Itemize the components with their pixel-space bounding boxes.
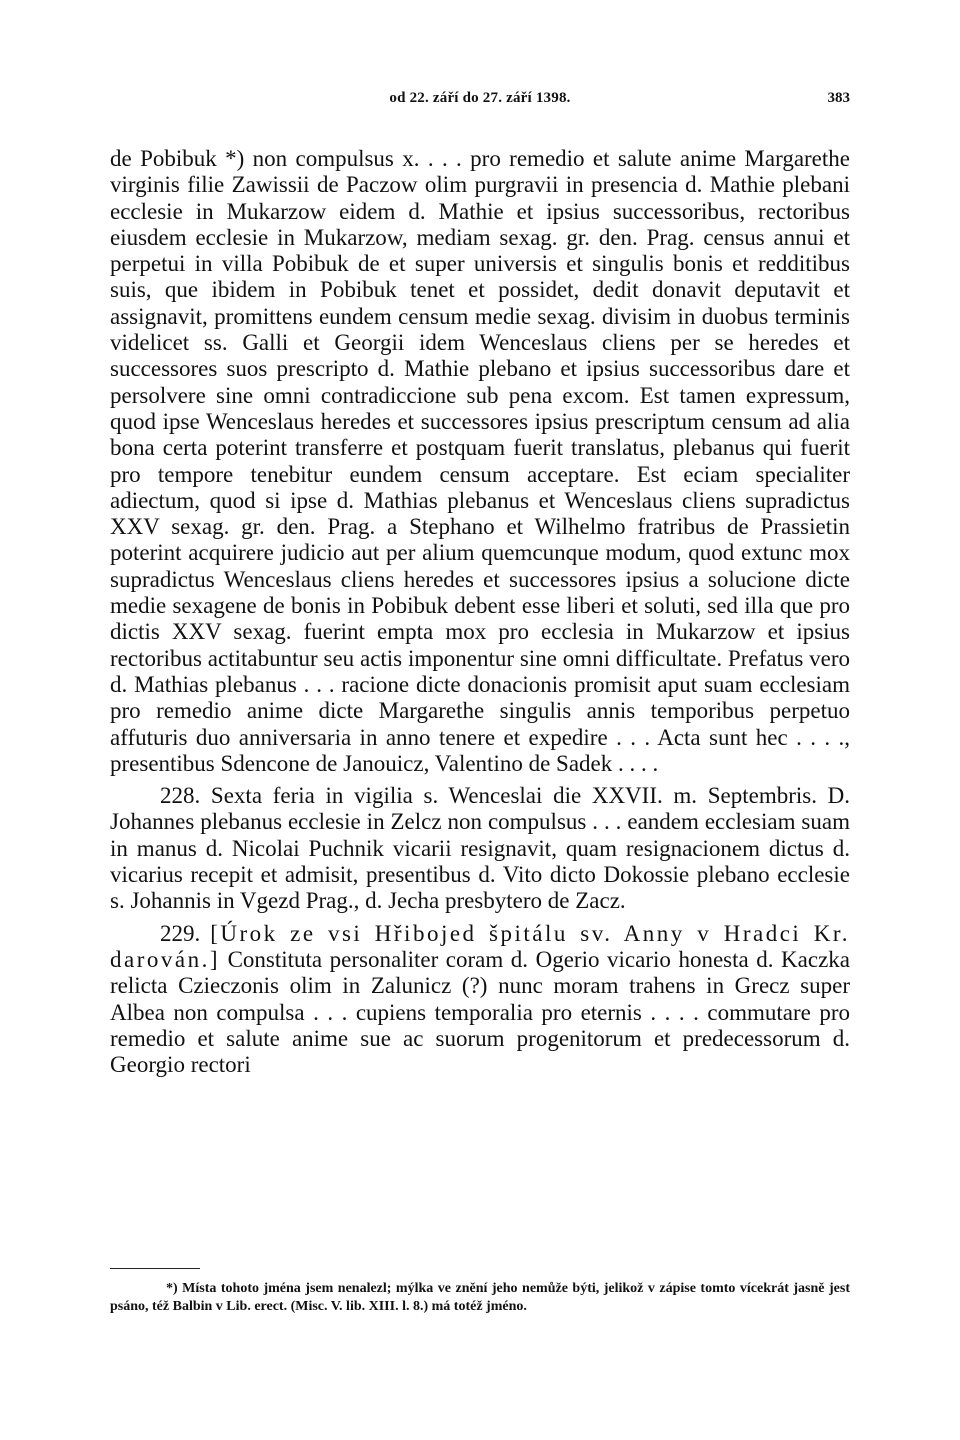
page-header [110, 90, 850, 114]
running-title: od 22. září do 27. září 1398. [389, 90, 571, 106]
paragraph-continuation: de Pobibuk *) non compulsus x. . . . pro remedio et salute anime Margarethe virginis filie Zawissii de Paczow olim purgravii in presencia d. Mathie plebani ecclesie in Mukarzow eidem d. Mathie et ipsius successoribus, rectoribus eiusdem ecclesie in Mukarzow, mediam sexag. gr. den. Prag. census annui et perpetui in villa Pobibuk de et super universis et singulis bonis et redditibus suis, que ibidem in Pobibuk tenet et possidet, dedit donavit deputavit et assignavit, promittens eundem censum medie sexag. divisim in duobus terminis videlicet ss. Galli et Georgii idem Wenceslaus cliens per se heredes et successores suos prescripto d. Mathie plebano et ipsius successoribus dare et persolvere sine omni contradiccione sub pena excom. Est tamen expressum, quod ipse Wenceslaus heredes et successores ipsius prescriptum censum ad alia bona certa poterint transferre et postquam fuerit translatus, plebanus qui fuerit pro tempore tenebitur eundem censum acceptare. Est eciam specialiter adiectum, quod si ipse d. Mathias plebanus et Wenceslaus cliens supradictus XXV sexag. gr. den. Prag. a Stephano et Wilhelmo fratribus de Prassietin poterint acquirere judicio aut per alium quemcunque modum, quod extunc mox supradictus Wenceslaus cliens heredes et successores ipsius a solucione dicte medie sexagene de bonis in Pobibuk debent esse liberi et soluti, sed illa que pro dictis XXV sexag. fuerint empta mox pro ecclesia in Mukarzow et ipsius rectoribus actitabuntur seu actis imponentur sine omni difficultate. Prefatus vero d. Mathias plebanus . . . racione dicte donacionis promisit aput suam ecclesiam pro remedio anime dicte Margarethe singulis annis temporibus perpetuo affuturis duo anniversaria in anno tenere et expedire . . . Acta sunt hec . . . ., presentibus Sdencone de Janouicz, Valentino de Sadek . . . . [110, 146, 850, 776]
entry-number: 229. [160, 920, 201, 946]
footnote-divider [110, 1268, 200, 1269]
footnote-text: *) Místa tohoto jména jsem nenalezl; mýlka ve znění jeho nemůže býti, jelikož v zápise tomto vícekrát jasně jest psáno, též Balbin v Lib. erect. (Misc. V. lib. XIII. l. 8.) má totéž jméno. [110, 1281, 850, 1314]
paragraph-entry-229 [110, 921, 850, 1079]
main-text [110, 146, 850, 1078]
paragraph-entry-228: 228. Sexta feria in vigilia s. Wenceslai die XXVII. m. Septembris. D. Johannes plebanus ecclesie in Zelcz non compulsus . . . eandem ecclesiam suam in manus d. Nicolai Puchnik vicarii resignavit, quam resignacionem dictus d. vicarius recepit et admisit, presentibus d. Vito dicto Dokossie plebano ecclesie s. Johannis in Vgezd Prag., d. Jecha presbytero de Zacz. [110, 783, 850, 914]
footnote [110, 1280, 850, 1315]
page-number: 383 [827, 90, 850, 106]
entry-text: Constituta personaliter coram d. Ogerio vicario honesta d. Kaczka relicta Czieczonis olim in Zalunicz (?) nunc moram trahens in Grecz super Albea non compulsa . . . cupiens temporalia pro eternis . . . . commutare pro remedio et salute anime sue ac suorum progenitorum et predecessorum d. Georgio rectori [110, 946, 850, 1078]
entry-title: [Úrok ze vsi Hřibojed špitálu sv. Anny v Hradci Kr. darován.] [110, 920, 851, 972]
